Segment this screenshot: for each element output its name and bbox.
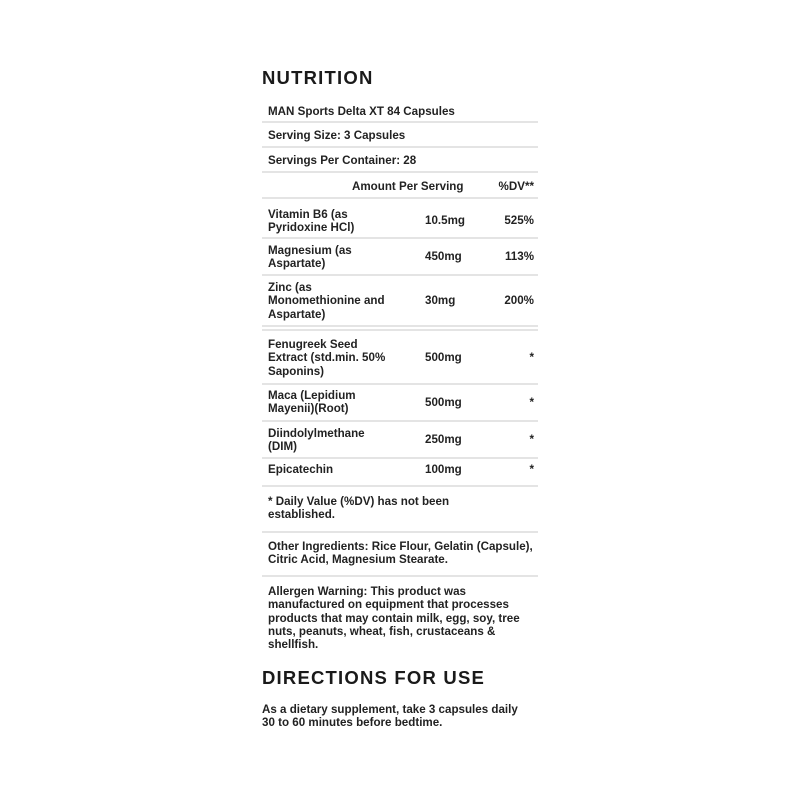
ingredient-dv: *	[529, 396, 534, 409]
divider	[262, 121, 538, 123]
servings-per-container: Servings Per Container: 28	[268, 154, 417, 167]
dv-note: * Daily Value (%DV) has not been established.	[268, 495, 450, 522]
divider	[262, 325, 538, 327]
ingredient-name: Diindolylmethane (DIM)	[268, 427, 365, 454]
divider	[262, 531, 538, 533]
divider	[262, 575, 538, 577]
ingredient-amount: 500mg	[425, 396, 462, 409]
divider	[262, 171, 538, 173]
ingredient-dv: *	[529, 433, 534, 446]
divider	[262, 197, 538, 199]
ingredient-name: Fenugreek Seed Extract (std.min. 50% Saponins)	[268, 338, 386, 378]
directions-text: As a dietary supplement, take 3 capsules daily 30 to 60 minutes before bedtime.	[262, 703, 518, 730]
ingredient-dv: 113%	[504, 250, 534, 263]
divider	[262, 146, 538, 148]
divider	[262, 420, 538, 422]
divider	[262, 237, 538, 239]
ingredient-dv: 200%	[504, 294, 534, 307]
ingredient-name: Magnesium (as Aspartate)	[268, 244, 352, 271]
divider	[262, 329, 538, 331]
directions-heading: DIRECTIONS FOR USE	[262, 667, 486, 688]
divider	[262, 485, 538, 487]
ingredient-name: Zinc (as Monomethionine and Aspartate)	[268, 281, 385, 321]
divider	[262, 383, 538, 385]
ingredient-amount: 30mg	[425, 294, 456, 307]
divider	[262, 274, 538, 276]
ingredient-amount: 450mg	[425, 250, 462, 263]
product-name: MAN Sports Delta XT 84 Capsules	[268, 105, 455, 118]
column-header-amount: Amount Per Serving	[352, 180, 464, 193]
ingredient-dv: 525%	[504, 214, 534, 227]
column-header-dv: %DV**	[498, 180, 534, 193]
ingredient-name: Maca (Lepidium Mayenii)(Root)	[268, 389, 356, 416]
ingredient-dv: *	[529, 463, 534, 476]
ingredient-amount: 500mg	[425, 351, 462, 364]
divider	[262, 457, 538, 459]
other-ingredients: Other Ingredients: Rice Flour, Gelatin (Capsule), Citric Acid, Magnesium Stearate.	[268, 540, 533, 567]
ingredient-name: Epicatechin	[268, 463, 334, 476]
ingredient-amount: 250mg	[425, 433, 462, 446]
ingredient-amount: 100mg	[425, 463, 462, 476]
ingredient-amount: 10.5mg	[425, 214, 465, 227]
nutrition-heading: NUTRITION	[262, 67, 374, 88]
ingredient-name: Vitamin B6 (as Pyridoxine HCl)	[268, 208, 355, 235]
allergen-warning: Allergen Warning: This product was manufactured on equipment that processes products that may contain milk, egg, soy, tree nuts, peanuts, wheat, fish, crustaceans & shellfish.	[268, 585, 520, 652]
ingredient-dv: *	[529, 351, 534, 364]
serving-size: Serving Size: 3 Capsules	[268, 129, 406, 142]
